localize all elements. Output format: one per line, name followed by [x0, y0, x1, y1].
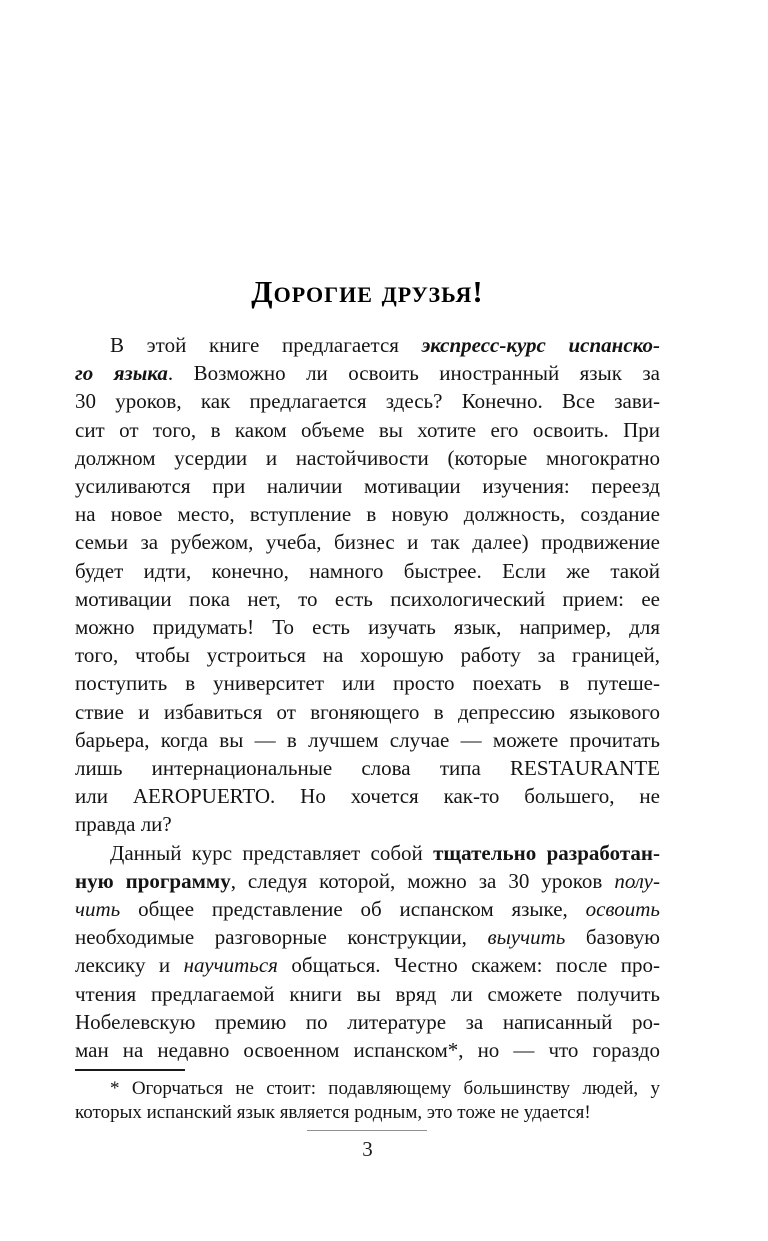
text-run: поступить в университет или просто поехать в путеше-	[75, 671, 660, 696]
text-run: на новое место, вступление в новую должность, создание	[75, 502, 660, 527]
text-run: необходимые разговорные конструкции,	[75, 925, 488, 950]
text-run: лишь интернациональные слова типа RESTAURANTE	[75, 756, 660, 781]
text-line	[75, 810, 660, 838]
text-run: ствие и избавиться от вгоняющего в депрессию языкового	[75, 699, 660, 724]
text-run: должном усердии и настойчивости (которые многократно	[75, 445, 660, 470]
text-line	[75, 698, 660, 726]
text-line	[75, 669, 660, 697]
body-text	[75, 331, 660, 1064]
text-run: того, чтобы устроиться на хорошую работу за границей,	[75, 643, 660, 668]
footnote-separator	[75, 1069, 185, 1071]
text-run: ман на недавно освоенном испанском*, но — что гораздо	[75, 1038, 660, 1063]
text-line	[75, 500, 660, 528]
text-run: освоить	[585, 897, 660, 922]
text-run: барьера, когда вы — в лучшем случае — можете прочитать	[75, 727, 660, 752]
page-title: Дорогие друзья!	[251, 274, 484, 309]
paragraph	[75, 331, 660, 839]
text-line	[75, 951, 660, 979]
text-line	[75, 923, 660, 951]
text-line	[75, 528, 660, 556]
text-run: . Возможно ли освоить иностранный язык за	[167, 361, 660, 386]
text-run: будет идти, конечно, намного быстрее. Если же такой	[75, 558, 660, 583]
text-run: или AEROPUERTO. Но хочется как-то большего, не	[75, 784, 660, 809]
text-run: общее представление об испанском языке,	[120, 897, 586, 922]
text-line	[75, 387, 660, 415]
text-column	[75, 0, 660, 1241]
text-run: 30 уроков, как предлагается здесь? Конечно. Все зави-	[75, 389, 660, 414]
footnote	[75, 1077, 660, 1124]
text-line	[75, 1101, 660, 1125]
text-line	[75, 895, 660, 923]
text-run: экспресс-курс испанско-	[421, 333, 660, 357]
text-line	[75, 359, 660, 387]
text-line	[75, 641, 660, 669]
text-line	[75, 472, 660, 500]
text-run: общаться. Честно скажем: после про-	[277, 953, 660, 978]
text-run: тщательно разработан-	[433, 840, 660, 865]
text-line	[75, 867, 660, 895]
page-number: 3	[362, 1137, 373, 1161]
text-line	[75, 444, 660, 472]
text-run: лексику и	[75, 953, 184, 978]
text-line	[75, 585, 660, 613]
text-line	[75, 980, 660, 1008]
paragraph	[75, 839, 660, 1065]
text-run: Нобелевскую премию по литературе за написанный ро-	[75, 1009, 660, 1034]
text-line	[75, 557, 660, 585]
text-line	[75, 754, 660, 782]
text-run: мотивации пока нет, то есть психологический прием: ее	[75, 586, 660, 611]
text-line	[75, 726, 660, 754]
text-line	[75, 1036, 660, 1064]
text-run: сит от того, в каком объеме вы хотите его освоить. При	[75, 417, 660, 442]
text-run: го языка	[75, 361, 168, 386]
text-run: базовую	[565, 925, 660, 950]
text-run: научиться	[183, 953, 278, 978]
text-run: ную программу	[75, 868, 231, 893]
text-run: , следуя которой, можно за 30 уроков	[230, 868, 615, 893]
text-run: чить	[75, 897, 121, 922]
text-run: правда ли?	[75, 812, 172, 837]
text-line	[75, 1077, 660, 1101]
text-line	[75, 782, 660, 810]
text-run: которых испанский язык является родным, это тоже не удается!	[75, 1101, 591, 1123]
text-run: можно придумать! То есть изучать язык, например, для	[75, 615, 660, 640]
text-run: семьи за рубежом, учеба, бизнес и так далее) продвижение	[75, 530, 660, 555]
text-line	[75, 839, 660, 867]
text-run: выучить	[487, 925, 566, 950]
text-run: Данный курс представляет собой	[110, 840, 434, 865]
text-line	[75, 416, 660, 444]
text-run: усиливаются при наличии мотивации изучения: переезд	[75, 474, 660, 499]
text-run: * Огорчаться не стоит: подавляющему большинству людей, у	[110, 1078, 660, 1099]
text-run: В этой книге предлагается	[110, 333, 422, 357]
text-line	[75, 331, 660, 359]
text-line	[75, 613, 660, 641]
text-run: чтения предлагаемой книги вы вряд ли сможете получить	[75, 981, 660, 1006]
text-run: полу-	[614, 868, 660, 893]
page-number-separator	[307, 1130, 427, 1131]
text-line	[75, 1008, 660, 1036]
